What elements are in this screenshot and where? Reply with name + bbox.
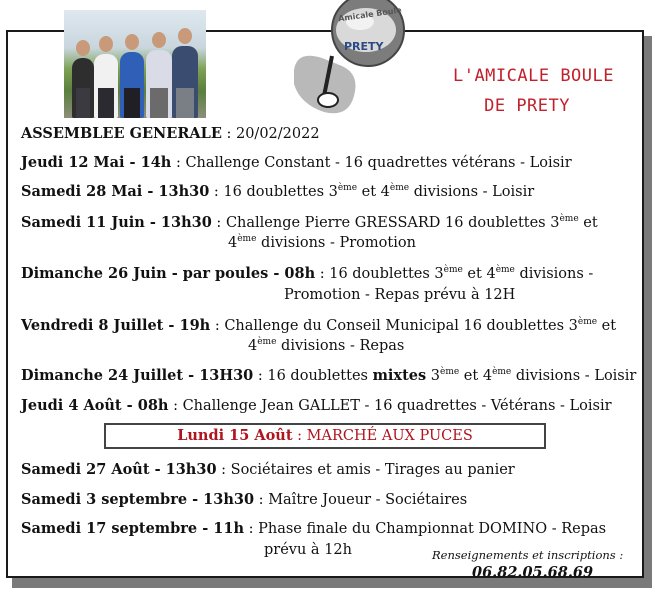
- event-row: Dimanche 26 Juin - par poules - 08h : 16 doublettes 3ème et 4ème divisions -: [21, 265, 594, 282]
- event-row: Dimanche 24 Juillet - 13H30 : 16 doublettes mixtes 3ème et 4ème divisions - Loisir: [21, 367, 637, 384]
- contact-phone: 06.82.05.68.69: [472, 564, 594, 581]
- event-row: Samedi 28 Mai - 13h30 : 16 doublettes 3ème et 4ème divisions - Loisir: [21, 183, 535, 200]
- event-row: Samedi 3 septembre - 13h30 : Maître Joueur - Sociétaires: [21, 491, 468, 508]
- logo-text-top: Amicale Boule: [337, 5, 403, 24]
- club-title-line1: L'AMICALE BOULE: [452, 66, 614, 86]
- team-photo: [64, 10, 206, 118]
- event-row-continued: 4ème divisions - Repas: [248, 337, 405, 354]
- flea-market-banner: Lundi 15 Août : MARCHÉ AUX PUCES: [104, 423, 546, 449]
- event-row: Samedi 17 septembre - 11h : Phase finale du Championnat DOMINO - Repas: [21, 520, 607, 537]
- event-row-continued: prévu à 12h: [264, 542, 352, 558]
- logo-text-main: PRETY: [344, 40, 384, 53]
- club-title-line2: DE PRETY: [484, 96, 570, 116]
- event-row-continued: 4ème divisions - Promotion: [228, 234, 416, 251]
- event-row: Jeudi 12 Mai - 14h : Challenge Constant - 16 quadrettes vétérans - Loisir: [21, 154, 572, 171]
- event-row: Vendredi 8 Juillet - 19h : Challenge du Conseil Municipal 16 doublettes 3ème et: [21, 317, 617, 334]
- event-row: Jeudi 4 Août - 08h : Challenge Jean GALLET - 16 quadrettes - Vétérans - Loisir: [21, 397, 612, 414]
- event-row: Samedi 27 Août - 13h30 : Sociétaires et amis - Tirages au panier: [21, 461, 515, 478]
- contact-label: Renseignements et inscriptions :: [432, 548, 624, 562]
- event-row-continued: Promotion - Repas prévu à 12H: [284, 287, 516, 303]
- event-assembly: ASSEMBLEE GENERALE : 20/02/2022: [21, 125, 320, 142]
- event-row: Samedi 11 Juin - 13h30 : Challenge Pierre GRESSARD 16 doublettes 3ème et: [21, 214, 598, 231]
